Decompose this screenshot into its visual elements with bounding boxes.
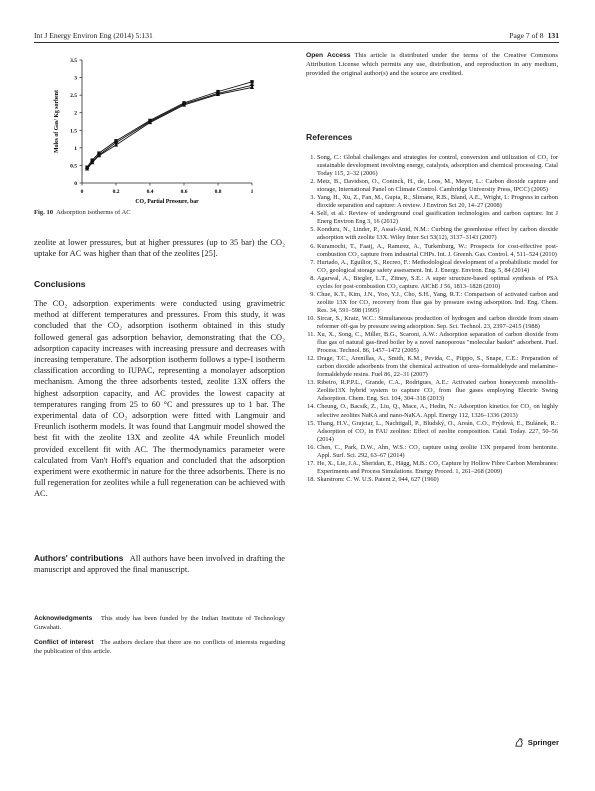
reference-text: Yang, H., Xu, Z., Fan, M., Gupta, R., Slimane, R.B., Bland, A.E., Wright, I.: Progress in carbon dioxide separation and capture: A review. J Environ Sci 20, 14–27 (2008) bbox=[317, 194, 558, 210]
references-heading: References bbox=[306, 132, 353, 142]
reference-item bbox=[306, 403, 558, 419]
reference-number: 18. bbox=[307, 475, 315, 483]
reference-list bbox=[306, 154, 558, 484]
x-tick-label: 1 bbox=[250, 189, 254, 195]
reference-text: Sircar, S., Kratz, W.C.: Simultaneous production of hydrogen and carbon dioxide from steam reformer off-gas by pressure swing adsorption. Sep. Sci. Technol. 23, 2397–2415 (1988) bbox=[317, 314, 558, 330]
series-line bbox=[87, 87, 252, 169]
reference-item bbox=[306, 178, 558, 194]
reference-text: Metz, B., Davidson, O., Coninck, H., de, Loos, M., Meyer, L.: Carbon dioxide capture and storage, International Panel on Climate Control. Cambridge University Press, IPCC) (2005) bbox=[317, 178, 558, 194]
y-tick-label: 0 bbox=[74, 181, 77, 187]
reference-text: He, X., Lie, J.A., Sheridan, E., Hägg, M.B.: CO₂ Capture by Hollow Fibre Carbon Membranes: Experiments and Process Simulations. Energy Proced. 1, 261–268 (2009) bbox=[317, 459, 558, 475]
reference-number: 4. bbox=[310, 210, 315, 218]
header-rule bbox=[34, 42, 559, 43]
authors-text: All authors have been involved in drafting the manuscript and approved the final manuscript. bbox=[34, 554, 285, 575]
x-tick-label: 0.6 bbox=[180, 189, 188, 195]
reference-item bbox=[306, 291, 558, 315]
x-tick-label: 0.2 bbox=[112, 189, 120, 195]
y-tick-label: 1 bbox=[74, 145, 77, 152]
continuation-paragraph: zeolite at lower pressures, but at higher pressures (up to 35 bar) the CO₂ uptake for AC was higher than that of the zeolites [25]. bbox=[34, 238, 285, 259]
reference-number: 2. bbox=[310, 178, 315, 186]
reference-number: 7. bbox=[310, 258, 315, 266]
reference-number: 6. bbox=[310, 242, 315, 250]
reference-text: Drage, T.C., Arenillas, A., Smith, K.M., Pevida, C., Piippo, S., Snape, C.E.: Preparation of carbon dioxide adsorbents from the chemical activation of urea–formaldehyde and melamine–formaldehyde resins. Fuel 86, 22–31 (2007) bbox=[317, 355, 558, 379]
reference-item bbox=[306, 243, 558, 259]
series-line bbox=[87, 82, 252, 167]
reference-text: Self, et al.: Review of underground coal gasification technologies and carbon capture. Int J Energ Environ Eng 3, 16 (2012) bbox=[317, 210, 558, 226]
reference-item bbox=[306, 275, 558, 291]
y-tick-label: 2 bbox=[74, 110, 77, 117]
page-label: Page 7 of 8 bbox=[509, 31, 544, 40]
reference-text: Konduru, N., Linder, P., Assaf-Anid, N.M.: Curbing the greenhouse effect by carbon dioxide adsorption with zeolite 13X. Wiley Inter Sci 53(12), 3137–3143 (2007) bbox=[317, 226, 558, 242]
reference-text: Kuramochi, T., Faaij, A., Ramırez, A., Turkenburg, W.: Prospects for cost-effective post-combustion CO₂ capture from industrial CHPs. Int. J. Greenh. Gas. Control. 4, 511–524 (2010) bbox=[317, 242, 558, 258]
x-tick-label: 0.8 bbox=[214, 189, 222, 195]
conclusions-heading: Conclusions bbox=[34, 279, 86, 289]
reference-number: 12. bbox=[307, 355, 315, 363]
figure-caption-text: Adsorption isotherms of AC bbox=[56, 209, 131, 216]
reference-text: Chen, C., Park, D.W., Ahn, W.S.: CO₂ capture using zeolite 13X prepared from bentonite. Appl. Surf. Sci. 292, 63–67 (2014) bbox=[317, 443, 558, 459]
reference-item bbox=[306, 315, 558, 331]
reference-text: Thang, H.V., Grajciar, L., Nachtigall, P., Bludský, O., Areán, C.O., Frýdová, E., Bulánek, R.: Adsorption of CO₂ in FAU zeolites: Effect of zeolite composition. Catal. Today. 227, 50–56 (2014) bbox=[317, 419, 558, 443]
reference-item bbox=[306, 331, 558, 355]
reference-number: 11. bbox=[307, 331, 315, 339]
ack-text: This study has been funded by the Indian Institute of Technology Guwahati. bbox=[34, 615, 285, 631]
reference-item bbox=[306, 420, 558, 444]
reference-number: 14. bbox=[307, 403, 315, 411]
reference-text: Hurtado, A., Eguilior, S., Recreo, F.: Methodological development of a probabilistic model for CO₂ geological storage safety assessment. Int. J. Energy. Environ. Eng. 5, 84 (2014) bbox=[317, 258, 558, 274]
figure-label: Fig. 10 bbox=[34, 209, 54, 216]
reference-number: 15. bbox=[307, 419, 315, 427]
open-access-text: This article is distributed under the terms of the Creative Commons Attribution License which permits any use, distribution, and reproduction in any medium, provided the original author(s) and the source are credited. bbox=[306, 52, 558, 77]
y-tick-label: 2.5 bbox=[70, 93, 77, 100]
conflict-text: The authors declare that there are no conflicts of interests regarding the publication of this article. bbox=[34, 639, 285, 655]
reference-item bbox=[306, 355, 558, 379]
figure-caption bbox=[34, 209, 131, 216]
page-number bbox=[509, 31, 559, 40]
reference-item bbox=[306, 226, 558, 242]
conflict-label: Conflict of interest bbox=[34, 639, 94, 646]
data-point bbox=[114, 139, 117, 142]
reference-number: 1. bbox=[310, 154, 315, 161]
conflict-of-interest bbox=[34, 639, 285, 657]
reference-item bbox=[306, 460, 558, 476]
open-access-note bbox=[306, 52, 558, 79]
data-point bbox=[250, 80, 253, 83]
article-number: 131 bbox=[547, 31, 559, 40]
authors-contributions bbox=[34, 553, 285, 575]
y-tick-label: 3 bbox=[74, 75, 77, 82]
y-axis-label: Moles of Gas/ Kg sorbent bbox=[54, 90, 60, 153]
x-tick-label: 0 bbox=[80, 189, 84, 195]
acknowledgments bbox=[34, 615, 285, 633]
reference-number: 8. bbox=[310, 274, 315, 282]
journal-citation: Int J Energy Environ Eng (2014) 5:131 bbox=[34, 31, 153, 40]
adsorption-isotherm-chart bbox=[34, 50, 285, 205]
x-tick-label: 0.4 bbox=[146, 189, 154, 195]
reference-item bbox=[306, 210, 558, 226]
y-tick-label: 1.5 bbox=[70, 128, 77, 135]
springer-horse-icon bbox=[514, 737, 525, 748]
reference-text: Song, C.: Global challenges and strategies for control, conversion and utilization of CO₂ for sustainable development involving energy, catalysis, adsorption and chemical processing. Catal Today 115, 2–32 (2006) bbox=[317, 154, 558, 178]
series-line bbox=[87, 85, 252, 168]
x-axis-label: CO₂ Partial Pressure, bar bbox=[135, 199, 199, 205]
reference-text: Xu, X., Song, C., Miller, B.G., Scaroni, A.W.: Adsorption separation of carbon dioxide from flue gas of natural gas-fired boiler by a novel nanoporous "molecular basket" adsorbent. Fuel. Process. Technol. 86, 1457–1472 (2005) bbox=[317, 331, 558, 355]
reference-text: Skarstrom: C. W. U.S. Patent 2, 944, 627 (1960) bbox=[317, 475, 439, 483]
reference-number: 13. bbox=[307, 379, 315, 387]
reference-item bbox=[306, 444, 558, 460]
reference-number: 17. bbox=[307, 459, 315, 467]
y-tick-label: 0.5 bbox=[70, 163, 77, 170]
reference-text: Cheung, O., Bacsik, Z., Liu, Q., Mace, A., Hedin, N.: Adsorption kinetics for CO₂ on highly selective zeolites NaKA and nano-NaKA. Appl. Energy 112, 1326–1336 (2013) bbox=[317, 403, 558, 419]
ack-label: Acknowledgments bbox=[34, 615, 93, 622]
reference-number: 5. bbox=[310, 226, 315, 234]
publisher-logo[interactable] bbox=[514, 737, 559, 748]
reference-number: 16. bbox=[307, 443, 315, 451]
reference-number: 3. bbox=[310, 194, 315, 202]
reference-text: Chue, K.T., Kim, J.N., Yoo, Y.J., Cho, S.H., Yang, R.T.: Comparison of activated carbon and zeolite 13X for CO₂ recovery from flue gas by pressure swing adsorption. Ind. Eng. Chem. Res. 34, 591–598 (1995) bbox=[317, 290, 558, 314]
reference-number: 9. bbox=[310, 290, 315, 298]
authors-label: Authors' contributions bbox=[34, 553, 124, 563]
open-access-label: Open Access bbox=[306, 52, 351, 59]
reference-number: 10. bbox=[307, 314, 315, 322]
y-tick-label: 3.5 bbox=[70, 58, 77, 64]
reference-item bbox=[306, 259, 558, 275]
reference-text: Agarwal, A., Biegler, L.T., Zitney, S.E.: A super structure-based optimal synthesis of PSA cycles for post-combustion CO₂ capture. AIChE J 56, 1813–1828 (2010) bbox=[317, 274, 558, 290]
reference-text: Ribeiro, R.P.P.L., Grande, C.A., Rodrigues, A.E.: Activated carbon honeycomb monolith–Zeolite13X hybrid system to capture CO₂ from flue gases employing Electric Swing Adsorption. Chem. Eng. Sci. 104, 304–318 (2013) bbox=[317, 379, 558, 403]
reference-item bbox=[306, 154, 558, 178]
right-column bbox=[306, 52, 558, 483]
conclusions-paragraph: The CO₂ adsorption experiments were conducted using gravimetric method at different temperatures and pressures. From this study, it was concluded that the CO₂ adsorption isotherm obtained in this study followed general gas adsorption behavior, demonstrating that the CO₂ adsorption capacity increases with increasing pressure and decreases with increasing temperature. The adsorption isotherm follows a type-I isotherm classification according to IUPAC, representing a monolayer adsorption mechanism. Among the three adsorbents tested, zeolite 13X offers the highest adsorption capacity, and AC provides the lowest capacity at temperatures ranging from 25 to 60 °C and pressures up to 1 bar. The experimental data of CO₂ adsorption were fitted with Langmuir and Freunlich isotherm models. It was found that Langmuir model showed the best fit with the zeolite 13X and zeolite 4A while Freunlich model provided excellent fit with AC. The thermodynamics parameter were calculated from Van't Hoff's equation and concluded that the adsorption experiment were exothermic in nature for the three adsorbents. There is no full regeneration for zeolites while a full regeneration can be achieved with AC. bbox=[34, 299, 285, 499]
reference-item bbox=[306, 379, 558, 403]
reference-item bbox=[306, 476, 558, 484]
publisher-name: Springer bbox=[527, 738, 559, 747]
reference-item bbox=[306, 194, 558, 210]
